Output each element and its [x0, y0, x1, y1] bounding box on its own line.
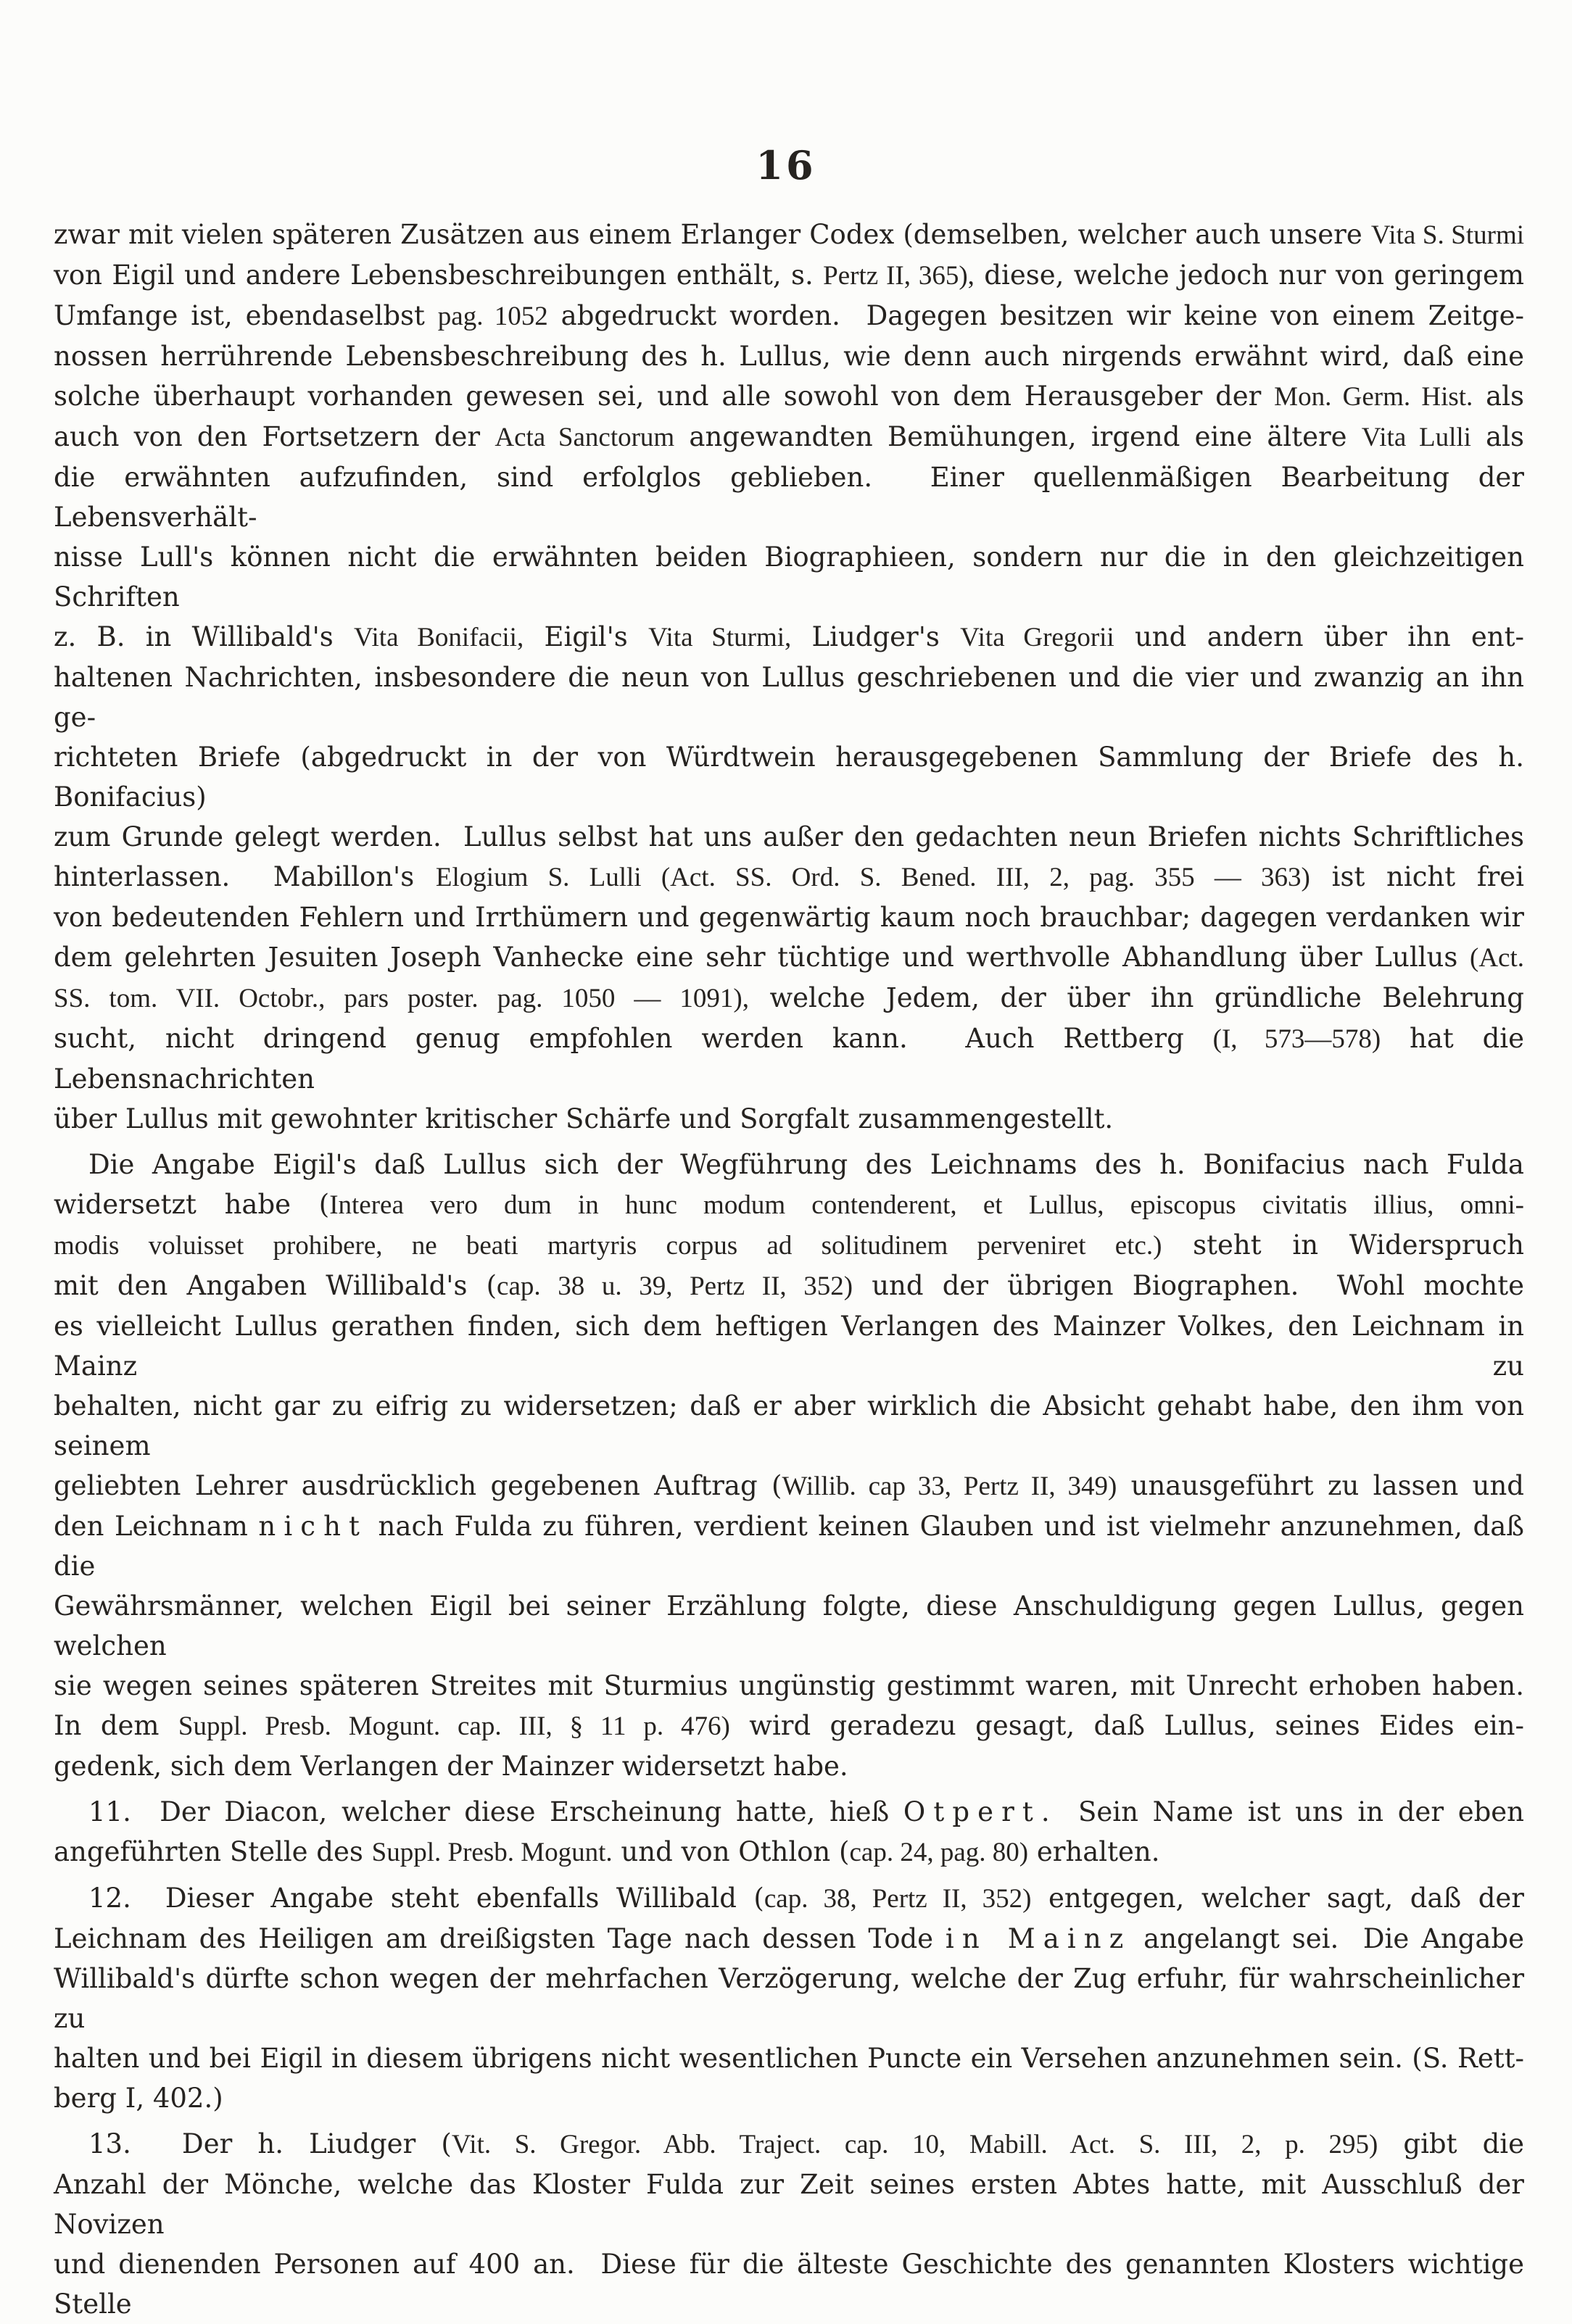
fraktur-text-run: geliebten Lehrer ausdrücklich gegebenen Auftrag ( — [54, 1470, 782, 1501]
fraktur-text-run: unausgeführt zu lassen und — [1117, 1470, 1524, 1501]
text-line — [54, 2038, 1524, 2078]
fraktur-text-run: welche Jedem, der über ihn gründliche Belehrung — [748, 982, 1524, 1013]
latin-antiqua-run: Acta Sanctorum — [495, 423, 675, 452]
text-line — [54, 376, 1524, 417]
text-line — [54, 937, 1524, 978]
fraktur-text-run: Eigil's — [524, 621, 649, 652]
latin-antiqua-run: Vita Sturmi, — [648, 623, 792, 652]
fraktur-text-run: hat die Lebensnachrichten — [54, 1023, 1525, 1095]
text-line — [54, 857, 1524, 897]
latin-antiqua-run: (Act. — [1470, 943, 1524, 973]
fraktur-text-run: haltenen Nachrichten, insbesondere die neun von Lullus geschriebenen und die vier und zwanzig an ihn ge- — [54, 662, 1524, 733]
text-line — [54, 657, 1524, 737]
text-line — [54, 617, 1524, 657]
fraktur-text-run: steht in Widerspruch — [1162, 1229, 1525, 1261]
latin-antiqua-run: Vita S. Sturmi — [1370, 220, 1525, 250]
fraktur-text-run: Liudger's — [791, 621, 961, 652]
text-line — [54, 817, 1524, 857]
fraktur-text-run: und der übrigen Biographen. Wohl mochte — [853, 1270, 1524, 1301]
text-line — [54, 417, 1524, 457]
fraktur-text-run: widersetzt habe ( — [54, 1189, 330, 1220]
spaced-emphasis-run: Otpert — [903, 1796, 1041, 1827]
fraktur-text-run: Leichnam des Heiligen am dreißigsten Tage nach dessen Tode — [54, 1923, 946, 1954]
fraktur-text-run: den Leichnam — [54, 1511, 259, 1542]
fraktur-text-run: . Sein Name ist uns in der eben — [1041, 1796, 1524, 1827]
fraktur-text-run: In dem — [54, 1710, 178, 1741]
latin-antiqua-run: Elogium S. Lulli (Act. SS. Ord. S. Bened. III, 2, pag. 355 — 363) — [435, 863, 1310, 892]
latin-antiqua-run: Pertz II, 365), — [823, 261, 975, 291]
latin-antiqua-run: cap. 38 u. 39, Pertz II, 352) — [497, 1271, 853, 1301]
text-line — [54, 1706, 1524, 1746]
fraktur-text-run: als — [1470, 421, 1525, 452]
fraktur-text-run: mit den Angaben Willibald's ( — [54, 1270, 497, 1301]
fraktur-text-run: und andern über ihn ent- — [1114, 621, 1525, 652]
latin-antiqua-run: modis voluisset prohibere, ne beati martyris corpus ad solitudinem perveniret etc.) — [54, 1231, 1162, 1261]
fraktur-text-run: 11. Der Diacon, welcher diese Erscheinung hatte, hieß — [88, 1796, 903, 1827]
text-line — [54, 336, 1524, 376]
text-line — [54, 1792, 1524, 1832]
fraktur-text-run: Anzahl der Mönche, welche das Kloster Fulda zur Zeit seines ersten Abtes hatte, mit Ausschluß der Novizen — [54, 2169, 1524, 2240]
text-line — [54, 2078, 1524, 2118]
page-header — [0, 0, 1572, 188]
spaced-emphasis-run: in Mainz — [945, 1923, 1132, 1954]
fraktur-text-run: Umfange ist, ebendaselbst — [54, 300, 438, 331]
fraktur-text-run: nisse Lull's können nicht die erwähnten beiden Biographieen, sondern nur die in den gleichzeitigen Schriften — [54, 541, 1524, 613]
fraktur-text-run: die erwähnten aufzufinden, sind erfolglos geblieben. Einer quellenmäßigen Bearbeitung der Lebensverhält- — [54, 462, 1524, 533]
fraktur-text-run: ist nicht frei — [1310, 861, 1524, 892]
latin-antiqua-run: cap. 24, pag. 80) — [849, 1838, 1029, 1867]
text-line — [54, 1466, 1524, 1506]
fraktur-text-run: diese, welche jedoch nur von geringem — [974, 260, 1524, 291]
fraktur-text-run: nach Fulda zu führen, verdient keinen Glauben und ist vielmehr anzunehmen, daß die — [54, 1511, 1524, 1582]
text-line — [54, 1184, 1524, 1225]
text-line — [54, 1919, 1524, 1959]
text-line — [54, 537, 1524, 617]
fraktur-text-run: sucht, nicht dringend genug empfohlen werden kann. Auch Rettberg — [54, 1023, 1213, 1054]
text-line — [54, 255, 1524, 296]
fraktur-text-run: von Eigil und andere Lebensbeschreibungen enthält, s. — [54, 260, 824, 291]
fraktur-text-run: hinterlassen. Mabillon's — [54, 861, 436, 892]
fraktur-text-run: und dienenden Personen auf 400 an. Diese für die älteste Geschichte des genannten Klosters wichtige Stelle — [54, 2249, 1524, 2320]
page-text-block — [54, 215, 1524, 2324]
latin-antiqua-run: Vita Bonifacii, — [354, 623, 524, 652]
latin-antiqua-run: cap. 38, Pertz II, 352) — [764, 1884, 1032, 1914]
latin-antiqua-run: Willib. cap 33, Pertz II, 349) — [782, 1472, 1117, 1501]
text-line — [54, 2124, 1524, 2165]
fraktur-text-run: Willibald's dürfte schon wegen der mehrfachen Verzögerung, welche der Zug erfuhr, für wahrscheinlicher zu — [54, 1963, 1524, 2034]
text-line — [54, 296, 1524, 336]
fraktur-text-run: behalten, nicht gar zu eifrig zu widersetzen; daß er aber wirklich die Absicht gehabt habe, den ihm von seinem — [54, 1390, 1524, 1461]
fraktur-text-run: zwar mit vielen späteren Zusätzen aus einem Erlanger Codex (demselben, welcher auch unsere — [54, 219, 1371, 250]
text-line — [54, 457, 1524, 537]
text-line — [54, 1506, 1524, 1586]
fraktur-text-run: erhalten. — [1028, 1836, 1160, 1867]
text-line — [54, 2165, 1524, 2244]
text-line — [54, 978, 1524, 1018]
fraktur-text-run: angeführten Stelle des — [54, 1836, 372, 1867]
fraktur-text-run: gibt die — [1378, 2128, 1524, 2159]
text-line — [54, 1666, 1524, 1706]
fraktur-text-run: halten und bei Eigil in diesem übrigens nicht wesentlichen Puncte ein Versehen anzunehmen sein. (S. Rett- — [54, 2043, 1524, 2074]
latin-antiqua-run: Interea vero dum in hunc modum contenderent, et Lullus, episcopus civitatis illius, omni- — [329, 1190, 1524, 1220]
latin-antiqua-run: Suppl. Presb. Mogunt. — [371, 1838, 613, 1867]
fraktur-text-run: angewandten Bemühungen, irgend eine ältere — [674, 421, 1362, 452]
text-line — [54, 1586, 1524, 1666]
latin-antiqua-run: SS. tom. VII. Octobr., pars poster. pag. 1050 — 1091), — [54, 984, 749, 1013]
fraktur-text-run: es vielleicht Lullus gerathen finden, sich dem heftigen Verlangen des Mainzer Volkes, den Leichnam in Mainz zu — [54, 1311, 1524, 1382]
text-line — [54, 2244, 1524, 2324]
fraktur-text-run: gedenk, sich dem Verlangen der Mainzer widersetzt habe. — [54, 1751, 848, 1782]
fraktur-text-run: 13. Der h. Liudger ( — [88, 2128, 452, 2159]
fraktur-text-run: zum Grunde gelegt werden. Lullus selbst hat uns außer den gedachten neun Briefen nichts Schriftliches — [54, 821, 1524, 852]
paragraph-note-12 — [54, 1878, 1524, 2118]
fraktur-text-run: auch von den Fortsetzern der — [54, 421, 495, 452]
fraktur-text-run: wird geradezu gesagt, daß Lullus, seines Eides ein- — [729, 1710, 1525, 1741]
text-line — [54, 1959, 1524, 2038]
spaced-emphasis-run: nicht — [258, 1511, 368, 1542]
text-line — [54, 737, 1524, 817]
text-line — [54, 1018, 1524, 1099]
text-line — [54, 1832, 1524, 1872]
text-line — [54, 1145, 1524, 1184]
fraktur-text-run: sie wegen seines späteren Streites mit Sturmius ungünstig gestimmt waren, mit Unrecht erhoben haben. — [54, 1670, 1524, 1701]
fraktur-text-run: Die Angabe Eigil's daß Lullus sich der Wegführung des Leichnams des h. Bonifacius nach Fulda — [88, 1149, 1524, 1180]
text-line — [54, 1266, 1524, 1306]
paragraph-note-13 — [54, 2124, 1524, 2324]
latin-antiqua-run: (I, 573—578) — [1212, 1024, 1381, 1054]
text-line — [54, 215, 1524, 255]
fraktur-text-run: entgegen, welcher sagt, daß der — [1031, 1883, 1524, 1914]
text-line — [54, 1306, 1524, 1386]
latin-antiqua-run: Vita Gregorii — [960, 623, 1114, 652]
paragraph-continuation — [54, 215, 1524, 1139]
fraktur-text-run: berg I, 402.) — [54, 2083, 223, 2114]
paragraph-note-11 — [54, 1792, 1524, 1872]
fraktur-text-run: und von Othlon ( — [612, 1836, 850, 1867]
fraktur-text-run: angelangt sei. Die Angabe — [1131, 1923, 1524, 1954]
page-number: 16 — [756, 142, 816, 188]
fraktur-text-run: richteten Briefe (abgedruckt in der von Würdtwein herausgegebenen Sammlung der Briefe des h. Bonifacius) — [54, 742, 1524, 813]
fraktur-text-run: dem gelehrten Jesuiten Joseph Vanhecke eine sehr tüchtige und werthvolle Abhandlung über Lullus — [54, 942, 1470, 973]
latin-antiqua-run: Suppl. Presb. Mogunt. cap. III, § 11 p. 476) — [178, 1711, 730, 1741]
text-line — [54, 1878, 1524, 1919]
text-line — [54, 897, 1524, 937]
latin-antiqua-run: pag. 1052 — [437, 302, 548, 331]
latin-antiqua-run: Vit. S. Gregor. Abb. Traject. cap. 10, Mabill. Act. S. III, 2, p. 295) — [451, 2130, 1378, 2159]
paragraph-eigil-angabe — [54, 1145, 1524, 1786]
fraktur-text-run: Gewährsmänner, welchen Eigil bei seiner Erzählung folgte, diese Anschuldigung gegen Lullus, gegen welchen — [54, 1590, 1524, 1661]
fraktur-text-run: von bedeutenden Fehlern und Irrthümern und gegenwärtig kaum noch brauchbar; dagegen verdanken wir — [54, 902, 1524, 933]
text-line — [54, 1225, 1524, 1266]
text-line — [54, 1386, 1524, 1466]
fraktur-text-run: solche überhaupt vorhanden gewesen sei, und alle sowohl von dem Herausgeber der — [54, 381, 1275, 412]
text-line — [54, 1099, 1524, 1139]
fraktur-text-run: als — [1473, 381, 1524, 412]
text-line — [54, 1746, 1524, 1786]
latin-antiqua-run: Vita Lulli — [1361, 423, 1471, 452]
fraktur-text-run: abgedruckt worden. Dagegen besitzen wir keine von einem Zeitge- — [547, 300, 1524, 331]
fraktur-text-run: über Lullus mit gewohnter kritischer Schärfe und Sorgfalt zusammengestellt. — [54, 1103, 1114, 1134]
fraktur-text-run: nossen herrührende Lebensbeschreibung des h. Lullus, wie denn auch nirgends erwähnt wird, daß eine — [54, 341, 1524, 372]
latin-antiqua-run: Mon. Germ. Hist. — [1274, 382, 1473, 412]
fraktur-text-run: z. B. in Willibald's — [54, 621, 355, 652]
fraktur-text-run: 12. Dieser Angabe steht ebenfalls Willibald ( — [88, 1883, 764, 1914]
